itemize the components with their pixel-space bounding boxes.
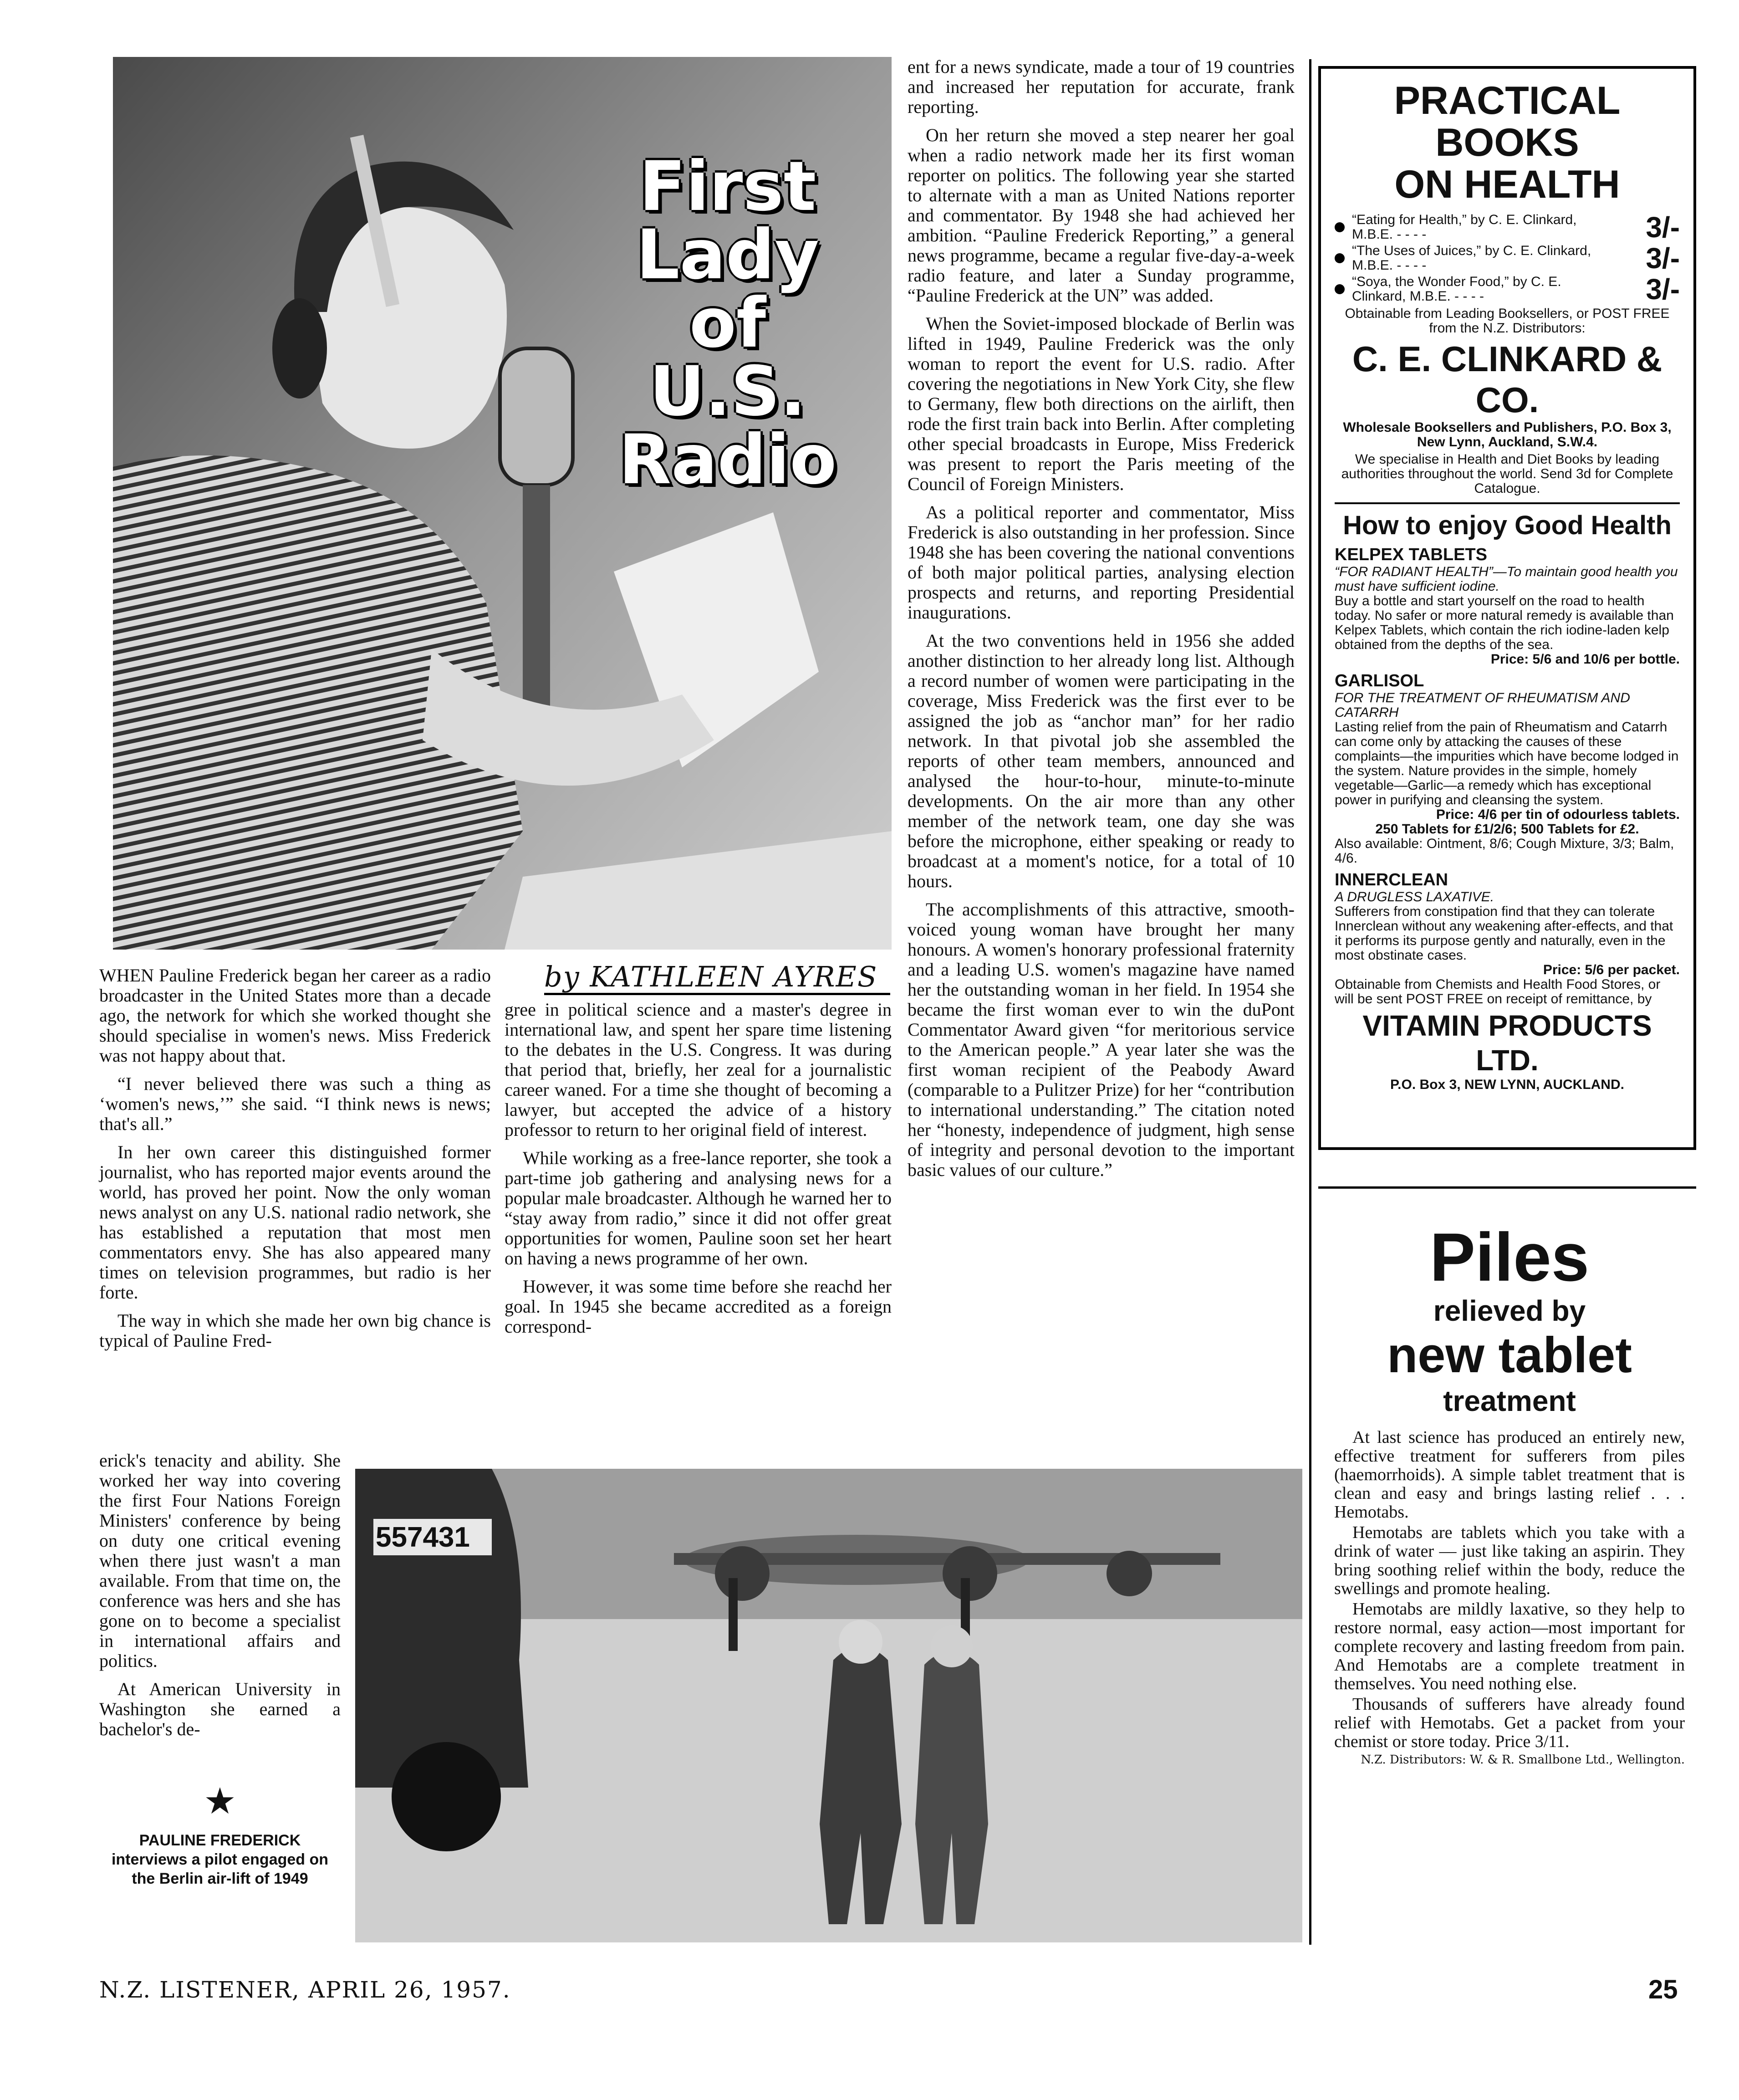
ad-title: ON HEALTH: [1394, 163, 1620, 206]
book-title: “Eating for Health,” by C. E. Clinkard, M.B.E. - - - -: [1352, 212, 1577, 242]
ad-text: Sufferers from constipation find that they can tolerate Innerclean without any weakening after-effects, and that it performs its purpose gently and naturally, even in the most obstinate cases.: [1335, 904, 1673, 963]
product-price: Price: 5/6 and 10/6 per bottle.: [1490, 652, 1680, 667]
bullet-icon: [1335, 253, 1345, 263]
article-title: [614, 147, 841, 500]
health-section: [1335, 502, 1680, 1092]
star-icon: ★: [204, 1780, 236, 1822]
paragraph: While working as a free-lance reporter, she took a part-time job gathering and analysing news for a popular male broadcaster. Although he warned her to “stay away from radio,” since it did not offer great opportunities for women, Pauline soon set her heart on having a news programme of her own.: [505, 1148, 892, 1268]
paragraph: As a political reporter and commentator, Miss Frederick is also outstanding in her profession. Since 1948 she has been covering the national conventions of both major political parties, analysing election prospects and returns, and reporting Presidential inaugurations.: [908, 502, 1295, 623]
title-line: of: [689, 284, 766, 363]
ad-text: Buy a bottle and start yourself on the road to health today. No safer or more natural remedy is available than Kelpex Tablets, which contain the rich iodine-laden kelp obtained from the depths of the sea.: [1335, 593, 1674, 652]
airlift-photo: [355, 1469, 1302, 1942]
paragraph: Hemotabs are mildly laxative, so they help to restore normal, easy action—most important for complete recovery and lasting freedom from pain. And Hemotabs are a complete treatment in themselves. You need nothing else.: [1334, 1599, 1685, 1693]
article-column-2: [505, 1000, 892, 1345]
product-price: Price: 4/6 per tin of odourless tablets.: [1436, 807, 1680, 822]
company-name: C. E. CLINKARD & CO.: [1352, 339, 1663, 420]
book-title: “The Uses of Juices,” by C. E. Clinkard, M.B.E. - - - -: [1352, 243, 1591, 273]
ad-text: Also available: Ointment, 8/6; Cough Mixture, 3/3; Balm, 4/6.: [1335, 836, 1674, 866]
airfield-illustration: [355, 1469, 1302, 1942]
paragraph: Hemotabs are tablets which you take with a drink of water — just like taking an aspirin. They bring soothing relief within the body, reduce the swellings and promote healing.: [1334, 1523, 1685, 1598]
paragraph: ent for a news syndicate, made a tour of 19 countries and increased her reputation for accurate, frank reporting.: [908, 56, 1295, 117]
product-title: INNERCLEAN: [1335, 870, 1448, 889]
paragraph: The accomplishments of this attractive, smooth-voiced young woman have brought her many honours. A women's honorary professional fraternity and a leading U.S. women's magazine have named her the outstanding woman in her field. In 1954 she became the first woman ever to win the duPont Commentator Award given “for meritorious service to the American people.” A year later she was the first woman recipient of the Peabody Award (comparable to a Pulitzer Prize) for her “contribution to international understanding.” The citation noted her “honesty, independence of judgment, high sense of integrity and personal devotion to the important basic values of our culture.”: [908, 899, 1295, 1180]
ad-text: P.O. Box 3, NEW LYNN, AUCKLAND.: [1390, 1077, 1624, 1092]
title-line: Lady: [636, 215, 819, 295]
product-title: GARLISOL: [1335, 671, 1424, 690]
ad-practical-books: [1318, 66, 1696, 1150]
book-title: “Soya, the Wonder Food,” by C. E. Clinkard, M.B.E. - - - -: [1352, 274, 1561, 304]
product-price: 250 Tablets for £1/2/6; 500 Tablets for £2.: [1375, 822, 1639, 837]
paragraph: Thousands of sufferers have already found relief with Hemotabs. Get a packet from your chemist or store today. Price 3/11.: [1334, 1695, 1685, 1751]
column-divider: [1309, 59, 1311, 1945]
paragraph: On her return she moved a step nearer her goal when a radio network made her its first woman reporter on politics. The following year she started to alternate with a man as United Nations reporter and commentator. By 1948 she had achieved her ambition. “Pauline Frederick Reporting,” a general news programme, became a regular five-day-a-week radio feature, and later a Sunday programme, “Pauline Frederick at the UN” was added.: [908, 125, 1295, 306]
ad-text: Obtainable from Leading Booksellers, or POST FREE from the N.Z. Distributors:: [1345, 306, 1670, 336]
article-column-1: [99, 966, 491, 1359]
page-number: 25: [1648, 1975, 1678, 2004]
ad-text: A DRUGLESS LAXATIVE.: [1335, 889, 1494, 904]
ad-title: PRACTICAL BOOKS: [1394, 79, 1621, 164]
book-item: [1335, 244, 1680, 273]
product-title: KELPEX TABLETS: [1335, 545, 1487, 564]
ad-distributors: N.Z. Distributors: W. & R. Smallbone Ltd., Wellington.: [1361, 1753, 1685, 1767]
ad-subheadline: treatment: [1443, 1385, 1576, 1417]
vehicle-number: 557431: [376, 1522, 470, 1553]
main-photo: [113, 57, 892, 950]
ad-text: Wholesale Booksellers and Publishers, P.O. Box 3, New Lynn, Auckland, S.W.4.: [1343, 420, 1672, 450]
ad-text: “FOR RADIANT HEALTH”—To maintain good health you must have sufficient iodine.: [1335, 564, 1678, 594]
bullet-icon: [1335, 222, 1345, 232]
ad-headline: Piles: [1429, 1219, 1590, 1295]
article-column-3: [908, 57, 1295, 1188]
paragraph: At last science has produced an entirely new, effective treatment for sufferers from piles (haemorrhoids). A simple tablet treatment that is clean and easy and brings lasting relief . . . Hemotabs.: [1334, 1428, 1685, 1522]
paragraph: At American University in Washington she earned a bachelor's de-: [99, 1679, 341, 1739]
paragraph: In her own career this distinguished former journalist, who has reported major events around the world, has proved her point. Now the only woman news analyst on any U.S. national radio network, she has established a reputation that most men commentators envy. She has also appeared many times on television programmes, but radio is her forte.: [99, 1142, 491, 1303]
company-name: VITAMIN PRODUCTS LTD.: [1362, 1009, 1652, 1077]
paragraph: However, it was some time before she reachd her goal. In 1945 she became accredited as a foreign correspond-: [505, 1276, 892, 1337]
ad-subheadline: new tablet: [1387, 1327, 1632, 1383]
paragraph: erick's tenacity and ability. She worked her way into covering the first Four Nations Foreign Ministers' conference by being on duty one critical evening when there just wasn't a man available. From that time on, the conference was hers and she has gone on to become a specialist in international affairs and politics.: [99, 1450, 341, 1671]
paragraph: “I never believed there was such a thing as ‘women's news,’” she said. “I think news is news; that's all.”: [99, 1073, 491, 1134]
title-line: First: [639, 147, 816, 226]
book-item: [1335, 275, 1680, 304]
footer-publication: N.Z. LISTENER, APRIL 26, 1957.: [99, 1977, 511, 2003]
title-line: U.S.: [649, 352, 806, 431]
book-price: 3/-: [1646, 242, 1680, 275]
bullet-icon: [1335, 284, 1345, 294]
paragraph: The way in which she made her own big chance is typical of Pauline Fred-: [99, 1310, 491, 1351]
ad-piles: [1334, 1221, 1685, 1767]
book-price: 3/-: [1646, 211, 1680, 244]
ad-text: We specialise in Health and Diet Books by leading authorities throughout the world. Send 3d for Complete Catalogue.: [1341, 452, 1673, 496]
article-column-1b: [99, 1451, 341, 1747]
paragraph: When the Soviet-imposed blockade of Berlin was lifted in 1949, Pauline Frederick was the only woman to report the event for U.S. radio. After covering the negotiations in New York City, she flew to Germany, flew both directions on the airlift, then rode the first train back into Berlin. After completing other special broadcasts in Europe, Miss Frederick was present to report the Paris meeting of the Council of Foreign Ministers.: [908, 313, 1295, 494]
ad-divider: [1318, 1186, 1696, 1189]
section-title: How to enjoy Good Health: [1343, 511, 1672, 540]
ad-text: Obtainable from Chemists and Health Food Stores, or will be sent POST FREE on receipt of remittance, by: [1335, 977, 1661, 1007]
book-item: [1335, 213, 1680, 242]
paragraph: At the two conventions held in 1956 she added another distinction to her already long list. Although a record number of women were participating in the coverage, Miss Frederick was the first ever to be assigned the job as “anchor man” for her radio network. In that pivotal job she assembled the reports of other team members, announced and analysed the hour-to-hour, minute-to-minute developments. On the air more than any other member of the network team, one day she was before the microphone, either speaking or ready to broadcast at a moment's notice, for a total of 10 hours.: [908, 630, 1295, 891]
book-price: 3/-: [1646, 273, 1680, 306]
byline: by KATHLEEN AYRES: [544, 961, 890, 995]
title-line: Radio: [618, 420, 837, 500]
product-price: Price: 5/6 per packet.: [1543, 962, 1680, 977]
paragraph: WHEN Pauline Frederick began her career as a radio broadcaster in the United States more than a decade ago, the network for which she worked thought she should specialise in women's news. Miss Frederick was not happy about that.: [99, 965, 491, 1066]
ad-text: Lasting relief from the pain of Rheumatism and Catarrh can come only by attacking the causes of these complaints—the impurities which have become lodged in the system. Nature provides in the simple, homely vegetable—Garlic—a remedy which has exceptional power in purifying and cleansing the system.: [1335, 720, 1679, 807]
ad-body: [1334, 1428, 1685, 1751]
ad-subheadline: relieved by: [1433, 1294, 1586, 1327]
paragraph: gree in political science and a master's degree in international law, and spent her spare time listening to the debates in the U.S. Congress. It was during that period that, briefly, her zeal for a journalistic career waned. For a time she thought of becoming a lawyer, but accepted the advice of a history professor to return to her original field of interest.: [505, 999, 892, 1140]
photo-caption: PAULINE FREDERICK interviews a pilot engaged on the Berlin air-lift of 1949: [111, 1832, 329, 1887]
ad-text: FOR THE TREATMENT OF RHEUMATISM AND CATARRH: [1335, 690, 1630, 720]
